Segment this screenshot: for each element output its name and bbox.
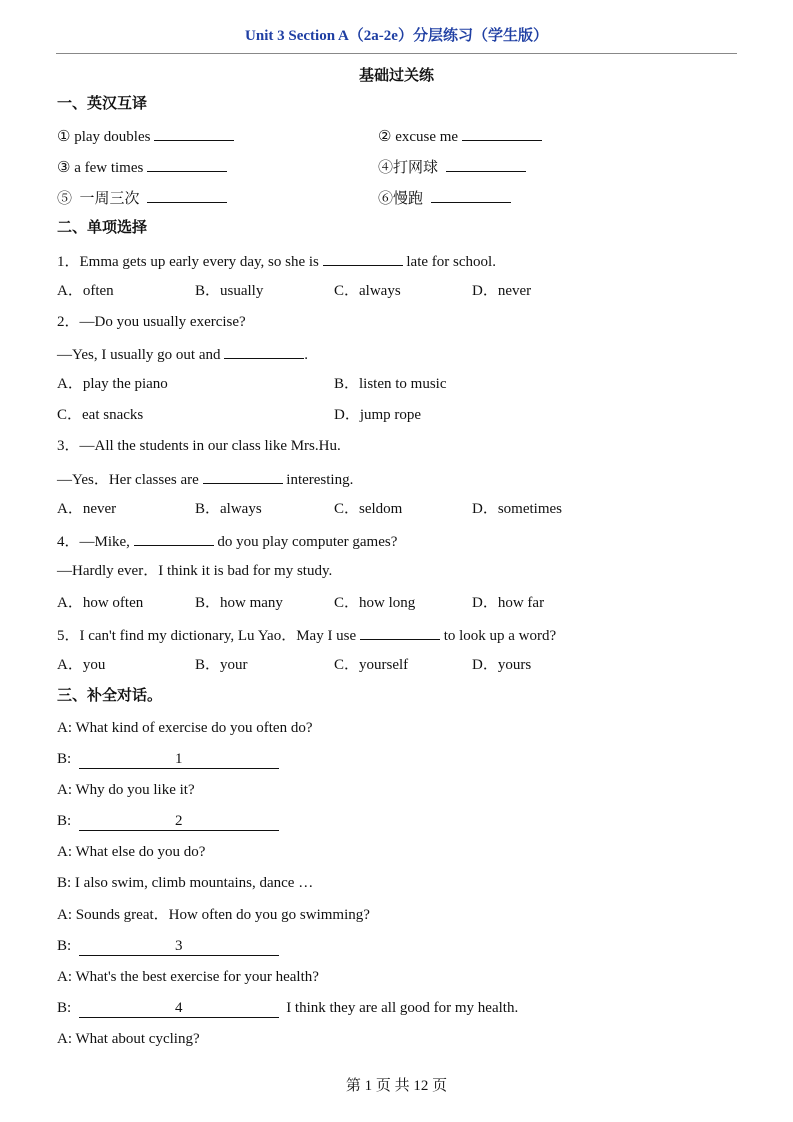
dialogue-line: B: 2 <box>57 812 279 831</box>
q5-stem: 5．I can't find my dictionary, Lu Yao．May I use to look up a word? <box>57 625 556 645</box>
translate-item-2: ② excuse me <box>378 126 542 146</box>
dialogue-line: A: What kind of exercise do you often do? <box>57 720 313 736</box>
q3-option-b[interactable]: B．always <box>195 501 262 517</box>
answer-blank[interactable] <box>360 625 440 640</box>
q1-option-b[interactable]: B．usually <box>195 283 264 299</box>
answer-blank[interactable] <box>147 188 227 203</box>
q4-stem: 4．—Mike, do you play computer games? <box>57 531 397 551</box>
q2-option-c[interactable]: C．eat snacks <box>57 407 144 423</box>
answer-blank[interactable] <box>446 157 526 172</box>
header-rule <box>56 53 737 54</box>
q5-option-a[interactable]: A．you <box>57 657 106 673</box>
dialogue-line: B: 1 <box>57 750 279 769</box>
q3-stem: 3．—All the students in our class like Mrs.Hu. <box>57 438 341 454</box>
dialogue-line: B: 4 I think they are all good for my health. <box>57 1000 519 1016</box>
q2-option-a[interactable]: A．play the piano <box>57 376 168 392</box>
q4-option-b[interactable]: B．how many <box>195 595 283 611</box>
q4-option-a[interactable]: A．how often <box>57 595 144 611</box>
q4-reply: —Hardly ever．I think it is bad for my study. <box>57 563 333 579</box>
answer-blank[interactable] <box>134 531 214 546</box>
document-title: Unit 3 Section A（2a-2e）分层练习（学生版） <box>245 28 548 44</box>
answer-blank[interactable] <box>431 188 511 203</box>
dialogue-line: B: 3 <box>57 937 279 956</box>
dialogue-line: B: I also swim, climb mountains, dance … <box>57 875 314 891</box>
page-number: 第 1 页 共 12 页 <box>345 1078 448 1094</box>
answer-blank[interactable] <box>147 157 227 172</box>
q1-option-c[interactable]: C．always <box>334 283 401 299</box>
q3-reply: —Yes．Her classes are interesting. <box>57 469 353 489</box>
q5-option-c[interactable]: C．yourself <box>334 657 409 673</box>
dialogue-line: A: What else do you do? <box>57 844 206 860</box>
q2-reply: —Yes, I usually go out and . <box>57 344 308 364</box>
answer-blank[interactable] <box>154 126 234 141</box>
section3-title: 三、补全对话。 <box>57 688 163 704</box>
translate-item-4: ④打网球 <box>378 157 526 177</box>
translate-item-1: ① play doubles <box>57 126 234 146</box>
q4-option-d[interactable]: D．how far <box>472 595 545 611</box>
q1-stem: 1．Emma gets up early every day, so she is late for school. <box>57 251 496 271</box>
dialogue-line: A: What about cycling? <box>57 1031 200 1047</box>
q2-stem: 2．—Do you usually exercise? <box>57 314 246 330</box>
translate-item-5: ⑤ 一周三次 <box>57 188 227 208</box>
section-subtitle: 基础过关练 <box>358 68 434 84</box>
dialogue-line: A: What's the best exercise for your health? <box>57 969 319 985</box>
numbered-blank-3[interactable]: 3 <box>79 938 279 956</box>
dialogue-line: A: Sounds great．How often do you go swimming? <box>57 907 370 923</box>
answer-blank[interactable] <box>203 469 283 484</box>
numbered-blank-2[interactable]: 2 <box>79 813 279 831</box>
q3-option-a[interactable]: A．never <box>57 501 117 517</box>
translate-item-3: ③ a few times <box>57 157 227 177</box>
q1-option-a[interactable]: A．often <box>57 283 114 299</box>
q4-option-c[interactable]: C．how long <box>334 595 416 611</box>
answer-blank[interactable] <box>462 126 542 141</box>
q3-option-d[interactable]: D．sometimes <box>472 501 562 517</box>
q2-option-d[interactable]: D．jump rope <box>334 407 422 423</box>
dialogue-line: A: Why do you like it? <box>57 782 195 798</box>
answer-blank[interactable] <box>323 251 403 266</box>
q5-option-b[interactable]: B．your <box>195 657 248 673</box>
numbered-blank-4[interactable]: 4 <box>79 1000 279 1018</box>
numbered-blank-1[interactable]: 1 <box>79 751 279 769</box>
answer-blank[interactable] <box>224 344 304 359</box>
translate-item-6: ⑥慢跑 <box>378 188 511 208</box>
q1-option-d[interactable]: D．never <box>472 283 532 299</box>
section1-title: 一、英汉互译 <box>57 96 148 112</box>
q5-option-d[interactable]: D．yours <box>472 657 532 673</box>
q3-option-c[interactable]: C．seldom <box>334 501 403 517</box>
q2-option-b[interactable]: B．listen to music <box>334 376 447 392</box>
section2-title: 二、单项选择 <box>57 220 148 236</box>
